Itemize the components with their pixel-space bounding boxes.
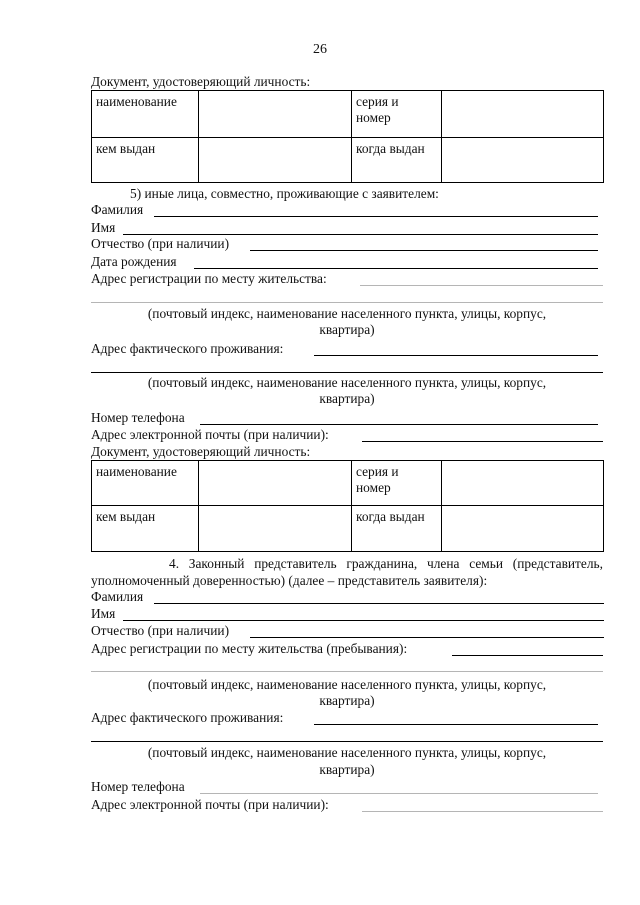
cell-series-label: серия и номер [352, 461, 442, 506]
cell-series-value[interactable] [442, 461, 604, 506]
section-4-heading-2: уполномоченный доверенностью) (далее – представитель заявителя): [91, 573, 488, 588]
page-number: 26 [313, 42, 327, 57]
s5-actual-hint-2: квартира) [319, 391, 375, 406]
s4-actual-address-label: Адрес фактического проживания: [91, 710, 284, 725]
s4-surname-label: Фамилия [91, 589, 144, 604]
id-document-table-1 [91, 90, 604, 183]
s5-patronymic-line[interactable] [250, 250, 598, 251]
s5-phone-label: Номер телефона [91, 410, 185, 425]
s4-surname-line[interactable] [154, 603, 604, 604]
cell-series-label: серия и номер [352, 91, 442, 138]
cell-name-label: наименование [92, 461, 199, 506]
s5-birthdate-label: Дата рождения [91, 254, 177, 269]
s4-patronymic-line[interactable] [250, 637, 604, 638]
s4-phone-label: Номер телефона [91, 779, 185, 794]
s4-name-label: Имя [91, 606, 116, 621]
s4-reg-address-label: Адрес регистрации по месту жительства (пребывания): [91, 641, 408, 656]
id-document-table-2 [91, 460, 604, 552]
section-4-heading-1: 4. Законный представитель гражданина, члена семьи (представитель, [169, 556, 603, 571]
s4-reg-address-line-2[interactable] [91, 671, 603, 672]
s5-reg-address-label: Адрес регистрации по месту жительства: [91, 271, 327, 286]
cell-name-label: наименование [92, 91, 199, 138]
s4-email-line[interactable] [362, 811, 603, 812]
s4-phone-line[interactable] [200, 793, 598, 794]
s4-reg-address-line[interactable] [452, 655, 603, 656]
s5-surname-line[interactable] [154, 216, 598, 217]
s4-actual-address-line-2[interactable] [91, 741, 603, 742]
s5-email-line[interactable] [362, 441, 603, 442]
s4-actual-address-line[interactable] [314, 724, 598, 725]
cell-issued-by-value[interactable] [199, 506, 352, 552]
s5-name-label: Имя [91, 220, 116, 235]
s4-email-label: Адрес электронной почты (при наличии): [91, 797, 329, 812]
cell-issued-by-label: кем выдан [92, 138, 199, 183]
cell-name-value[interactable] [199, 461, 352, 506]
cell-issued-by-label: кем выдан [92, 506, 199, 552]
s5-reg-address-line-2[interactable] [91, 302, 603, 303]
s4-actual-hint-1: (почтовый индекс, наименование населенного пункта, улицы, корпус, [147, 745, 547, 760]
s5-actual-address-line[interactable] [314, 355, 598, 356]
cell-issued-by-value[interactable] [199, 138, 352, 183]
s5-email-label: Адрес электронной почты (при наличии): [91, 427, 329, 442]
cell-name-value[interactable] [199, 91, 352, 138]
cell-issued-when-value[interactable] [442, 506, 604, 552]
s5-actual-address-line-2[interactable] [91, 372, 603, 373]
s4-address-hint-1: (почтовый индекс, наименование населенного пункта, улицы, корпус, [147, 677, 547, 692]
s5-address-hint-2: квартира) [319, 322, 375, 337]
cell-issued-when-label: когда выдан [352, 506, 442, 552]
s5-reg-address-line[interactable] [360, 285, 603, 286]
cell-issued-when-label: когда выдан [352, 138, 442, 183]
s5-name-line[interactable] [123, 234, 598, 235]
s4-patronymic-label: Отчество (при наличии) [91, 623, 230, 638]
s5-doc-heading: Документ, удостоверяющий личность: [91, 444, 311, 459]
s4-name-line[interactable] [123, 620, 604, 621]
s5-actual-address-label: Адрес фактического проживания: [91, 341, 284, 356]
cell-series-value[interactable] [442, 91, 604, 138]
s4-actual-hint-2: квартира) [319, 762, 375, 777]
s5-address-hint-1: (почтовый индекс, наименование населенного пункта, улицы, корпус, [147, 306, 547, 321]
s5-phone-line[interactable] [200, 424, 598, 425]
s5-birthdate-line[interactable] [194, 268, 598, 269]
cell-issued-when-value[interactable] [442, 138, 604, 183]
s5-patronymic-label: Отчество (при наличии) [91, 236, 230, 251]
s5-surname-label: Фамилия [91, 202, 144, 217]
section-5-heading: 5) иные лица, совместно, проживающие с заявителем: [130, 186, 439, 201]
doc-heading-1: Документ, удостоверяющий личность: [91, 74, 311, 89]
s5-actual-hint-1: (почтовый индекс, наименование населенного пункта, улицы, корпус, [147, 375, 547, 390]
s4-address-hint-2: квартира) [319, 693, 375, 708]
